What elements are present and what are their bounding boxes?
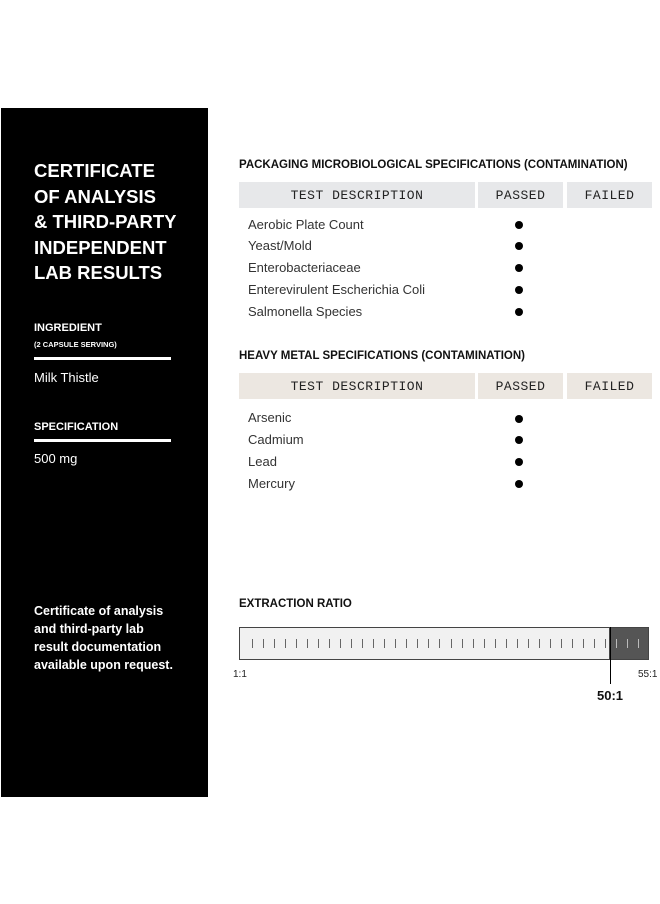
ratio-tick: [329, 639, 330, 648]
extraction-ratio-bar: [239, 627, 649, 660]
micro-header-passed: PASSED: [478, 182, 563, 208]
note-line: and third-party lab: [34, 622, 144, 636]
micro-row-label: Salmonella Species: [248, 304, 363, 319]
ratio-tick: [252, 639, 253, 648]
note-line: result documentation: [34, 640, 162, 654]
ratio-tick: [318, 639, 319, 648]
micro-row-label: Aerobic Plate Count: [248, 217, 364, 232]
ratio-min-label: 1:1: [233, 669, 247, 680]
ratio-tick: [484, 639, 485, 648]
passed-dot: [515, 480, 523, 488]
documentation-note: [34, 602, 194, 674]
passed-dot: [515, 436, 523, 444]
extraction-marker-line: [610, 627, 611, 684]
ratio-tick: [274, 639, 275, 648]
ratio-tick: [638, 639, 639, 648]
ratio-tick: [572, 639, 573, 648]
ratio-tick: [362, 639, 363, 648]
ratio-tick: [340, 639, 341, 648]
ratio-tick: [451, 639, 452, 648]
ratio-tick: [384, 639, 385, 648]
metals-header-failed: FAILED: [567, 373, 652, 399]
title-line: CERTIFICATE: [34, 160, 155, 181]
metals-header-passed: PASSED: [478, 373, 563, 399]
passed-dot: [515, 242, 523, 250]
ratio-tick: [517, 639, 518, 648]
passed-dot: [515, 264, 523, 272]
specification-divider: [34, 439, 171, 442]
extraction-title: EXTRACTION RATIO: [239, 598, 352, 610]
passed-dot: [515, 286, 523, 294]
sidebar-panel: [1, 108, 208, 797]
ratio-tick: [506, 639, 507, 648]
ingredient-label: INGREDIENT: [34, 322, 102, 334]
ratio-tick: [539, 639, 540, 648]
passed-dot: [515, 308, 523, 316]
ratio-tick: [351, 639, 352, 648]
ratio-tick: [428, 639, 429, 648]
specification-label: SPECIFICATION: [34, 421, 119, 433]
ratio-tick: [263, 639, 264, 648]
ratio-value-label: 50:1: [597, 688, 624, 703]
ratio-tick: [594, 639, 595, 648]
passed-dot: [515, 458, 523, 466]
metals-header-description: TEST DESCRIPTION: [239, 373, 475, 399]
ingredient-sublabel: (2 CAPSULE SERVING): [34, 340, 117, 349]
ratio-tick: [406, 639, 407, 648]
title-line: INDEPENDENT: [34, 236, 167, 258]
note-line: available upon request.: [34, 658, 173, 672]
ingredient-divider: [34, 357, 171, 360]
passed-dot: [515, 415, 523, 423]
micro-row-label: Yeast/Mold: [248, 238, 312, 253]
ratio-tick: [528, 639, 529, 648]
ratio-tick: [605, 639, 606, 648]
ratio-tick: [561, 639, 562, 648]
ratio-tick: [307, 639, 308, 648]
metals-row-label: Cadmium: [248, 432, 304, 447]
title-line: & THIRD-PARTY: [34, 211, 177, 232]
micro-row-label: Enterevirulent Escherichia Coli: [248, 282, 426, 297]
micro-header-description: TEST DESCRIPTION: [239, 182, 475, 208]
ratio-max-label: 55:1: [638, 669, 658, 680]
certificate-title: [34, 158, 204, 286]
metals-section-title: HEAVY METAL SPECIFICATIONS (CONTAMINATION): [239, 350, 526, 362]
ratio-tick: [627, 639, 628, 648]
specification-value: 500 mg: [34, 451, 78, 466]
ratio-tick: [417, 639, 418, 648]
title-line: LAB RESULTS: [34, 262, 163, 283]
micro-header-failed: FAILED: [567, 182, 652, 208]
ratio-tick: [550, 639, 551, 648]
micro-row-label: Enterobacteriaceae: [248, 260, 361, 275]
ratio-tick: [583, 639, 584, 648]
note-line: Certificate of analysis: [34, 604, 164, 618]
ratio-tick: [616, 639, 617, 648]
metals-row-label: Arsenic: [248, 410, 292, 425]
ratio-tick: [462, 639, 463, 648]
ingredient-value: Milk Thistle: [34, 370, 99, 385]
metals-row-label: Lead: [248, 454, 277, 469]
ratio-tick: [473, 639, 474, 648]
ratio-tick: [439, 639, 440, 648]
ratio-tick: [285, 639, 286, 648]
ratio-tick: [296, 639, 297, 648]
micro-section-title: PACKAGING MICROBIOLOGICAL SPECIFICATIONS (CONTAMINATION): [239, 159, 628, 171]
title-line: OF ANALYSIS: [34, 185, 156, 207]
metals-row-label: Mercury: [248, 476, 295, 491]
passed-dot: [515, 221, 523, 229]
ratio-tick: [395, 639, 396, 648]
ratio-tick: [373, 639, 374, 648]
ratio-tick: [495, 639, 496, 648]
